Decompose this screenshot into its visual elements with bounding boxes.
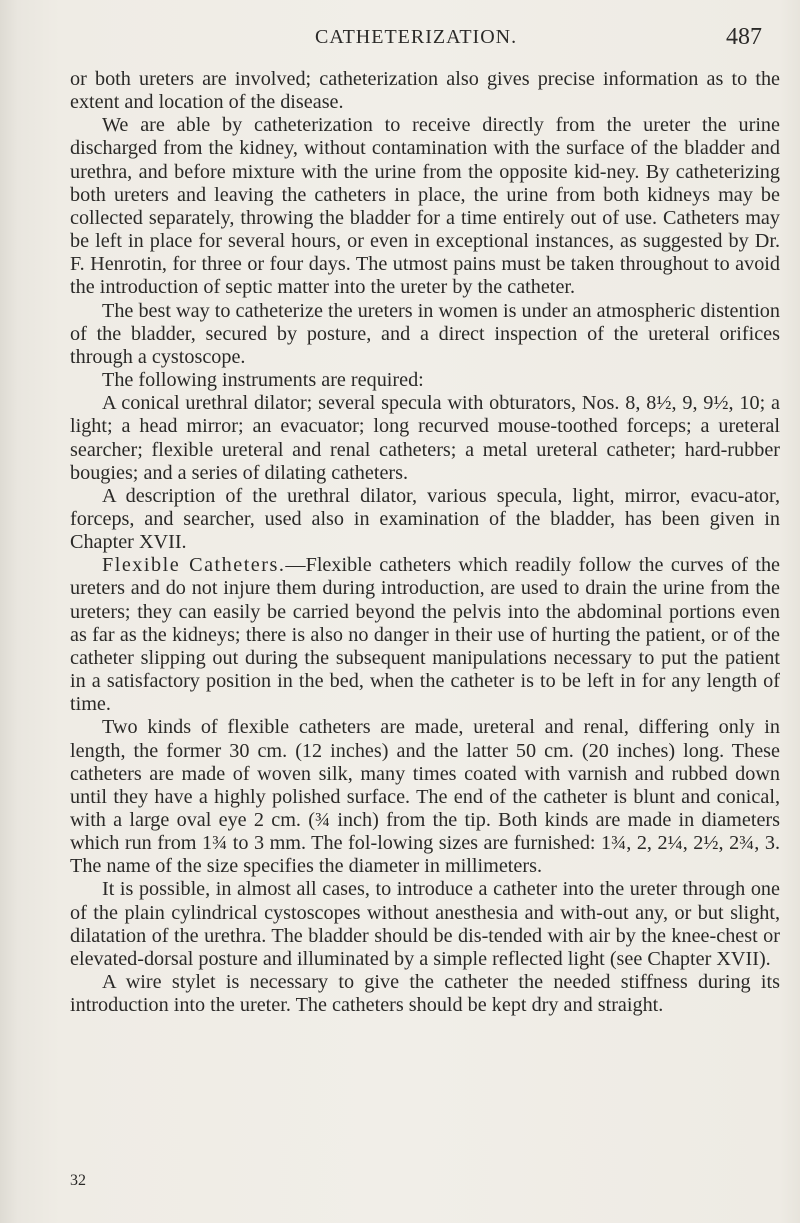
signature-mark: 32 bbox=[70, 1172, 86, 1189]
run-in-text: —Flexible catheters which readily follow the curves of the ureters and do not injure them during introduction, are used to drain the urine from the ureters; they can easily be carried beyond the pelvis into the abdominal portions even as far as the kidneys; there is also no danger in their use of hurting the patient, or of the catheter slipping out during the subsequent manipulations necessary to put the patient in a satisfactory position in the bed, when the catheter is to be left in for any length of time. bbox=[70, 554, 781, 716]
page-header bbox=[0, 22, 800, 52]
paragraph-description-reference: A description of the urethral dilator, various specula, light, mirror, evacu-ator, forceps, and searcher, used also in examination of the bladder, has been given in Chapter XVII. bbox=[70, 484, 780, 554]
paragraph-flexible-catheters bbox=[70, 554, 780, 716]
paragraph-instruments-intro: The following instruments are required: bbox=[102, 369, 424, 392]
paragraph-catheter-kinds: Two kinds of flexible catheters are made, ureteral and renal, differing only in length, the former 30 cm. (12 inches) and the latter 50 cm. (20 inches) long. These catheters are made of woven silk, many times coated with varnish and rubbed down until they have a highly polished surface. The end of the catheter is blunt and conical, with a large oval eye 2 cm. (¾ inch) from the tip. Both kinds are made in diameters which run from 1¾ to 3 mm. The fol-lowing sizes are furnished: 1¾, 2, 2¼, 2½, 2¾, 3. The name of the size specifies the diameter in millimeters. bbox=[70, 716, 780, 878]
run-in-heading: Flexible Catheters. bbox=[102, 554, 286, 577]
paragraph-instrument-list: A conical urethral dilator; several specula with obturators, Nos. 8, 8½, 9, 9½, 10; a light; a head mirror; an evacuator; long recurved mouse-toothed forceps; a ureteral searcher; flexible ureteral and renal catheters; a metal ureteral catheter; hard-rubber bougies; and a series of dilating catheters. bbox=[70, 392, 780, 484]
paragraph-catheterization-benefits: We are able by catheterization to receive directly from the ureter the urine discharged from the kidney, without contamination with the surface of the bladder and urethra, and before mixture with the urine from the opposite kid-ney. By catheterizing both ureters and leaving the catheters in place, the urine from both kidneys may be collected separately, throwing the bladder for a time entirely out of use. Catheters may be left in place for several hours, or even in exceptional instances, as suggested by Dr. F. Henrotin, for three or four days. The utmost pains must be taken throughout to avoid the introduction of septic matter into the ureter by the catheter. bbox=[70, 114, 780, 299]
paragraph-best-way: The best way to catheterize the ureters in women is under an atmospheric distention of the bladder, secured by posture, and a direct inspection of the ureteral orifices through a cystoscope. bbox=[70, 299, 780, 368]
running-title: CATHETERIZATION. bbox=[315, 26, 518, 48]
page-number: 487 bbox=[726, 24, 762, 50]
paragraph-wire-stylet: A wire stylet is necessary to give the catheter the needed stiffness during its introduction into the ureter. The catheters should be kept dry and straight. bbox=[70, 971, 780, 1017]
paragraph-continuation: or both ureters are involved; catheterization also gives precise information as to the extent and location of the disease. bbox=[70, 68, 780, 114]
paragraph-introduction-method: It is possible, in almost all cases, to introduce a catheter into the ureter through one of the plain cylindrical cystoscopes without anesthesia and with-out any, or but slight, dilatation of the urethra. The bladder should be dis-tended with air by the knee-chest or elevated-dorsal posture and illuminated by a simple reflected light (see Chapter XVII). bbox=[70, 878, 780, 970]
body-text bbox=[70, 68, 780, 1017]
